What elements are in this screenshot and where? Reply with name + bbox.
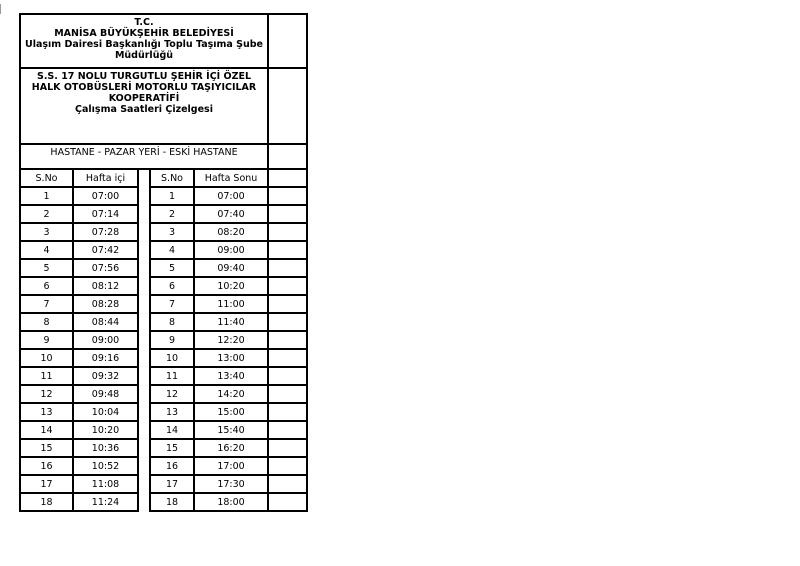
header-row	[20, 14, 307, 68]
weekend-time-cell: 08:20	[194, 223, 268, 241]
weekday-time-cell: 08:44	[73, 313, 138, 331]
weekend-time-cell: 15:00	[194, 403, 268, 421]
weekday-no-cell: 9	[20, 331, 73, 349]
weekday-no-cell: 15	[20, 439, 73, 457]
weekend-no-cell: 7	[150, 295, 194, 313]
weekend-no-cell: 14	[150, 421, 194, 439]
column-gap	[138, 349, 150, 367]
weekday-time-cell: 11:24	[73, 493, 138, 511]
route-row	[20, 144, 307, 169]
weekend-time-cell: 11:40	[194, 313, 268, 331]
weekend-time-cell: 18:00	[194, 493, 268, 511]
side-cell	[268, 241, 307, 259]
municipality-header	[20, 14, 268, 68]
header-line-tc: T.C.	[134, 17, 154, 28]
cooperative-header	[20, 68, 268, 144]
weekday-no-cell: 5	[20, 259, 73, 277]
schedule-sheet	[19, 13, 306, 553]
table-row	[20, 295, 307, 313]
side-cell	[268, 403, 307, 421]
weekend-time-cell: 13:00	[194, 349, 268, 367]
weekend-time-cell: 10:20	[194, 277, 268, 295]
weekend-no-cell: 8	[150, 313, 194, 331]
weekend-time-cell: 16:20	[194, 439, 268, 457]
table-row	[20, 277, 307, 295]
header-line-department: Ulaşım Dairesi Başkanlığı Toplu Taşıma Şube Müdürlüğü	[25, 39, 263, 61]
side-cell	[268, 421, 307, 439]
table-row	[20, 475, 307, 493]
side-cell	[268, 277, 307, 295]
weekday-time-cell: 07:28	[73, 223, 138, 241]
table-row	[20, 403, 307, 421]
weekend-no-cell: 2	[150, 205, 194, 223]
column-gap	[138, 457, 150, 475]
weekend-time-cell: 14:20	[194, 385, 268, 403]
column-gap	[138, 241, 150, 259]
col-header-no-weekday: S.No	[20, 169, 73, 187]
column-gap	[138, 277, 150, 295]
column-gap	[138, 295, 150, 313]
column-gap	[138, 421, 150, 439]
side-cell	[268, 385, 307, 403]
weekday-no-cell: 13	[20, 403, 73, 421]
column-gap	[138, 367, 150, 385]
weekend-no-cell: 16	[150, 457, 194, 475]
table-row	[20, 349, 307, 367]
weekday-no-cell: 4	[20, 241, 73, 259]
weekend-time-cell: 15:40	[194, 421, 268, 439]
weekday-time-cell: 10:04	[73, 403, 138, 421]
side-cell	[268, 475, 307, 493]
cooperative-row	[20, 68, 307, 144]
page-edge-mark	[0, 4, 2, 14]
weekday-time-cell: 07:56	[73, 259, 138, 277]
side-cell	[268, 205, 307, 223]
side-cell	[268, 313, 307, 331]
weekday-no-cell: 3	[20, 223, 73, 241]
weekday-no-cell: 11	[20, 367, 73, 385]
table-row	[20, 241, 307, 259]
column-gap	[138, 385, 150, 403]
table-row	[20, 439, 307, 457]
weekend-time-cell: 09:40	[194, 259, 268, 277]
col-header-weekend: Hafta Sonu	[194, 169, 268, 187]
weekend-time-cell: 13:40	[194, 367, 268, 385]
side-cell	[268, 457, 307, 475]
weekday-time-cell: 09:32	[73, 367, 138, 385]
cooperative-name: S.S. 17 NOLU TURGUTLU ŞEHİR İÇİ ÖZEL HALK OTOBÜSLERİ MOTORLU TAŞIYICILAR KOOPERATİFİ	[31, 71, 257, 104]
table-row	[20, 385, 307, 403]
column-gap	[138, 331, 150, 349]
column-gap	[138, 223, 150, 241]
table-row	[20, 259, 307, 277]
weekday-time-cell: 08:12	[73, 277, 138, 295]
col-header-side	[268, 169, 307, 187]
weekday-no-cell: 14	[20, 421, 73, 439]
weekday-no-cell: 18	[20, 493, 73, 511]
column-gap	[138, 205, 150, 223]
route-name: HASTANE - PAZAR YERİ - ESKİ HASTANE	[20, 144, 268, 169]
weekend-no-cell: 9	[150, 331, 194, 349]
weekday-time-cell: 09:00	[73, 331, 138, 349]
weekend-no-cell: 6	[150, 277, 194, 295]
route-side-cell	[268, 144, 307, 169]
weekend-no-cell: 18	[150, 493, 194, 511]
weekend-time-cell: 09:00	[194, 241, 268, 259]
weekend-no-cell: 12	[150, 385, 194, 403]
weekend-no-cell: 17	[150, 475, 194, 493]
weekend-no-cell: 15	[150, 439, 194, 457]
weekday-time-cell: 10:36	[73, 439, 138, 457]
side-cell	[268, 223, 307, 241]
weekday-no-cell: 8	[20, 313, 73, 331]
side-cell	[268, 367, 307, 385]
weekday-time-cell: 09:16	[73, 349, 138, 367]
weekday-time-cell: 11:08	[73, 475, 138, 493]
column-gap	[138, 475, 150, 493]
weekday-time-cell: 07:00	[73, 187, 138, 205]
column-header-row	[20, 169, 307, 187]
column-gap	[138, 493, 150, 511]
side-cell	[268, 331, 307, 349]
weekend-no-cell: 5	[150, 259, 194, 277]
header-side-cell	[268, 14, 307, 68]
weekday-time-cell: 10:20	[73, 421, 138, 439]
side-cell	[268, 493, 307, 511]
weekend-time-cell: 07:00	[194, 187, 268, 205]
weekday-no-cell: 12	[20, 385, 73, 403]
table-row	[20, 367, 307, 385]
table-row	[20, 313, 307, 331]
column-gap	[138, 187, 150, 205]
weekday-no-cell: 6	[20, 277, 73, 295]
weekend-no-cell: 13	[150, 403, 194, 421]
schedule-table	[19, 13, 308, 512]
schedule-title: Çalışma Saatleri Çizelgesi	[75, 104, 213, 115]
column-gap	[138, 259, 150, 277]
col-header-weekday: Hafta içi	[73, 169, 138, 187]
weekend-time-cell: 17:00	[194, 457, 268, 475]
weekend-time-cell: 07:40	[194, 205, 268, 223]
table-row	[20, 205, 307, 223]
weekday-no-cell: 10	[20, 349, 73, 367]
table-row	[20, 187, 307, 205]
weekday-time-cell: 07:14	[73, 205, 138, 223]
table-row	[20, 331, 307, 349]
weekday-time-cell: 09:48	[73, 385, 138, 403]
weekend-time-cell: 12:20	[194, 331, 268, 349]
weekday-no-cell: 1	[20, 187, 73, 205]
weekend-no-cell: 4	[150, 241, 194, 259]
weekday-no-cell: 7	[20, 295, 73, 313]
header-line-municipality: MANİSA BÜYÜKŞEHİR BELEDİYESİ	[54, 28, 234, 39]
weekend-no-cell: 3	[150, 223, 194, 241]
column-gap	[138, 313, 150, 331]
table-row	[20, 457, 307, 475]
weekday-time-cell: 08:28	[73, 295, 138, 313]
side-cell	[268, 439, 307, 457]
side-cell	[268, 259, 307, 277]
column-gap	[138, 403, 150, 421]
table-row	[20, 493, 307, 511]
weekend-time-cell: 11:00	[194, 295, 268, 313]
column-gap	[138, 439, 150, 457]
weekend-time-cell: 17:30	[194, 475, 268, 493]
weekend-no-cell: 11	[150, 367, 194, 385]
side-cell	[268, 349, 307, 367]
weekday-no-cell: 16	[20, 457, 73, 475]
table-row	[20, 421, 307, 439]
col-header-no-weekend: S.No	[150, 169, 194, 187]
side-cell	[268, 295, 307, 313]
weekend-no-cell: 10	[150, 349, 194, 367]
weekday-time-cell: 10:52	[73, 457, 138, 475]
table-row	[20, 223, 307, 241]
weekday-time-cell: 07:42	[73, 241, 138, 259]
side-cell	[268, 187, 307, 205]
weekday-no-cell: 17	[20, 475, 73, 493]
column-gap	[138, 169, 150, 187]
weekend-no-cell: 1	[150, 187, 194, 205]
weekday-no-cell: 2	[20, 205, 73, 223]
cooperative-side-cell	[268, 68, 307, 144]
